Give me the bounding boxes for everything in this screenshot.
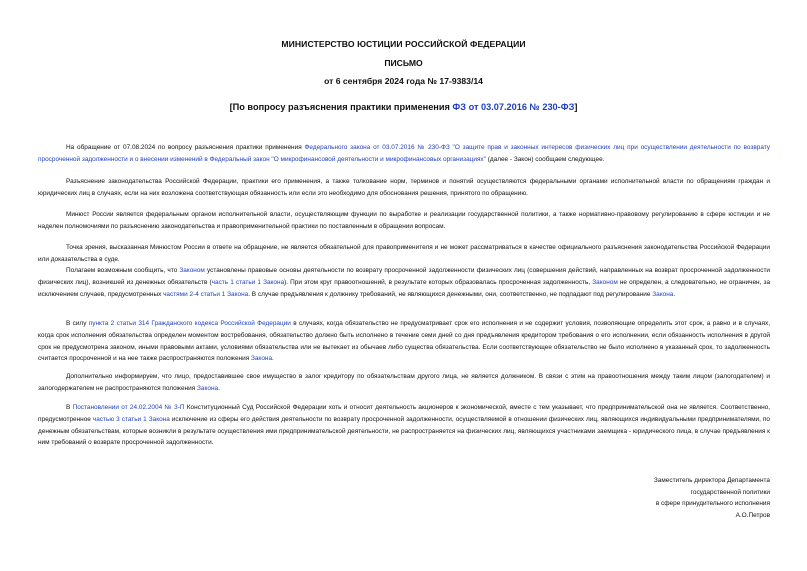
paragraph-text: В [66, 404, 73, 411]
law-230-fz-link[interactable]: Федерального закона от 03.07.2016 № 230-ФЗ "О защите прав и законных интересов физических лиц при осуществлении деятельности по возврату просроченной задолженности и о внесении изменений в Федеральный закон "О микрофинансовой деятельности и микрофинансовых организациях" [38, 144, 770, 163]
law-link[interactable]: Законом [179, 267, 205, 274]
paragraph-text: исключение из сферы его действия деятельности по возврату просроченной задолженности, осуществляемой в отношении физических лиц, являющихся индивидуальными предпринимателями, по денежным обязательствам, которые возникли в результате осуществления ими предпринимательской деятельности, не распространяется на физических лиц, являющихся участниками заемщика - юридического лица, в случае предъявления к ним требований о возврате просроченной задолженности. [38, 415, 770, 447]
paragraph-text: Полагаем возможным сообщить, что [66, 267, 180, 274]
paragraph-2: Разъяснение законодательства Российской Федерации, практики его применения, а также толкование норм, терминов и понятий осуществляются федеральными органами исполнительной власти по обращениям граждан и юридических лиц в случаях, если на них возложена соответствующая обязанность или если это необходимо для обоснования решения, принятого по обращению. [38, 178, 770, 197]
civil-code-article-314-link[interactable]: пункта 2 статьи 314 Гражданского кодекса Российской Федерации [88, 320, 291, 327]
title-law-link[interactable]: ФЗ от 03.07.2016 № 230-ФЗ [452, 102, 575, 112]
paragraph-4: Точка зрения, высказанная Минюстом России в ответе на обращение, не является обязательной для правоприменителя и не может рассматриваться в качестве официального разъяснения законодательства Российской Федерации или доказательства в суде. [38, 244, 770, 263]
ministry-heading: МИНИСТЕРСТВО ЮСТИЦИИ РОССИЙСКОЙ ФЕДЕРАЦИИ [281, 39, 526, 49]
paragraph-3: Минюст России является федеральным органом исполнительной власти, осуществляющим функции по выработке и реализации государственной политики, а также нормативно-правовому регулированию в сфере юстиции и не наделен полномочиями по разъяснению законодательства и правоприменительной практики по поставленным в обращении вопросам. [38, 211, 770, 230]
article-1-part-3-link[interactable]: частью 3 статьи 1 Закона [92, 415, 170, 423]
paragraph-text: Дополнительно информируем, что лицо, предоставившее свое имущество в залог кредитору по обязательствам другого лица, не является должником. В связи с этим на правоотношения между таким лицом (залогодателем) и залогодержателем не распространяются положения [38, 373, 770, 392]
document-title [0, 102, 807, 112]
paragraph-7 [38, 371, 770, 395]
paragraph-text: в случаях, когда обязательство не предусматривает срок его исполнения и не содержит условия, позволяющие определить этот срок, а равно и в случаях, когда срок исполнения обязательства определен моментом востребования, обязательство должно быть исполнено в течение семи дней со дня предъявления кредитором требования о его исполнении, если обязанность исполнения в другой срок не предусмотрена законом, иными правовыми актами, условиями обязательства или не вытекает из обычаев либо существа обязательства. Если соответствующее обязательство не было исполнено в указанный срок, то задолженность считается просроченной и на нее также распространяются положения [38, 320, 770, 363]
paragraph-text: В силу [66, 320, 89, 327]
document-type: ПИСЬМО [384, 58, 423, 68]
paragraph-1 [38, 142, 770, 166]
paragraph-5 [38, 265, 770, 300]
paragraph-text: Конституционный Суд Российской Федерации хоть и относит деятельность акционеров к экономической, вместе с тем указывает, что предпринимательской она не является. Соответственно, предусмотренное [38, 404, 770, 423]
title-prefix: [По вопросу разъяснения практики применения [229, 102, 453, 112]
paragraph-text: не определен, а следовательно, не ограничен, за исключением случаев, предусмотренных [38, 278, 771, 298]
law-link[interactable]: Закона [197, 384, 219, 392]
paragraph-6 [38, 318, 770, 365]
paragraph-text: . В случае предъявления к должнику требований, не являющихся денежными, они, соответственно, не подпадают под регулирование [248, 290, 653, 298]
signer-position-line3: в сфере принудительного исполнения [655, 500, 770, 507]
document-date-number: от 6 сентября 2024 года № 17-9383/14 [324, 76, 483, 86]
paragraph-8 [38, 402, 770, 449]
article-1-part-1-link[interactable]: часть 1 статьи 1 Закона [211, 278, 285, 286]
paragraph-text: . [218, 384, 220, 392]
article-1-parts-2-4-link[interactable]: частями 2-4 статьи 1 Закона [163, 290, 249, 298]
law-link[interactable]: Закона [652, 290, 674, 298]
law-link[interactable]: Закона [250, 355, 273, 363]
signer-position-line1: Заместитель директора Департамента [653, 477, 770, 484]
paragraph-text: . [272, 355, 274, 363]
paragraph-text: ). При этом круг правоотношений, в результате которых образовалась просроченная задолженность, [284, 278, 593, 286]
signature-block [560, 475, 770, 521]
title-suffix: ] [574, 102, 578, 112]
law-link[interactable]: Законом [592, 278, 618, 286]
constitutional-court-ruling-link[interactable]: Постановлении от 24.02.2004 № 3-П [72, 404, 185, 411]
paragraph-text: установлены правовые основы деятельности по возврату просроченной задолженности физических лиц (совершения действий, направленных на возврат просроченной задолженности физических лиц), возникшей из денежных обязательств ( [38, 267, 770, 286]
signer-name: А.О.Петров [735, 511, 770, 519]
paragraph-text: На обращение от 07.08.2024 по вопросу разъяснения практики применения [66, 144, 305, 151]
signer-position-line2: государственной политики [690, 488, 770, 496]
paragraph-text: (далее - Закон) сообщаем следующее. [485, 155, 605, 163]
paragraph-text: . [673, 290, 676, 298]
